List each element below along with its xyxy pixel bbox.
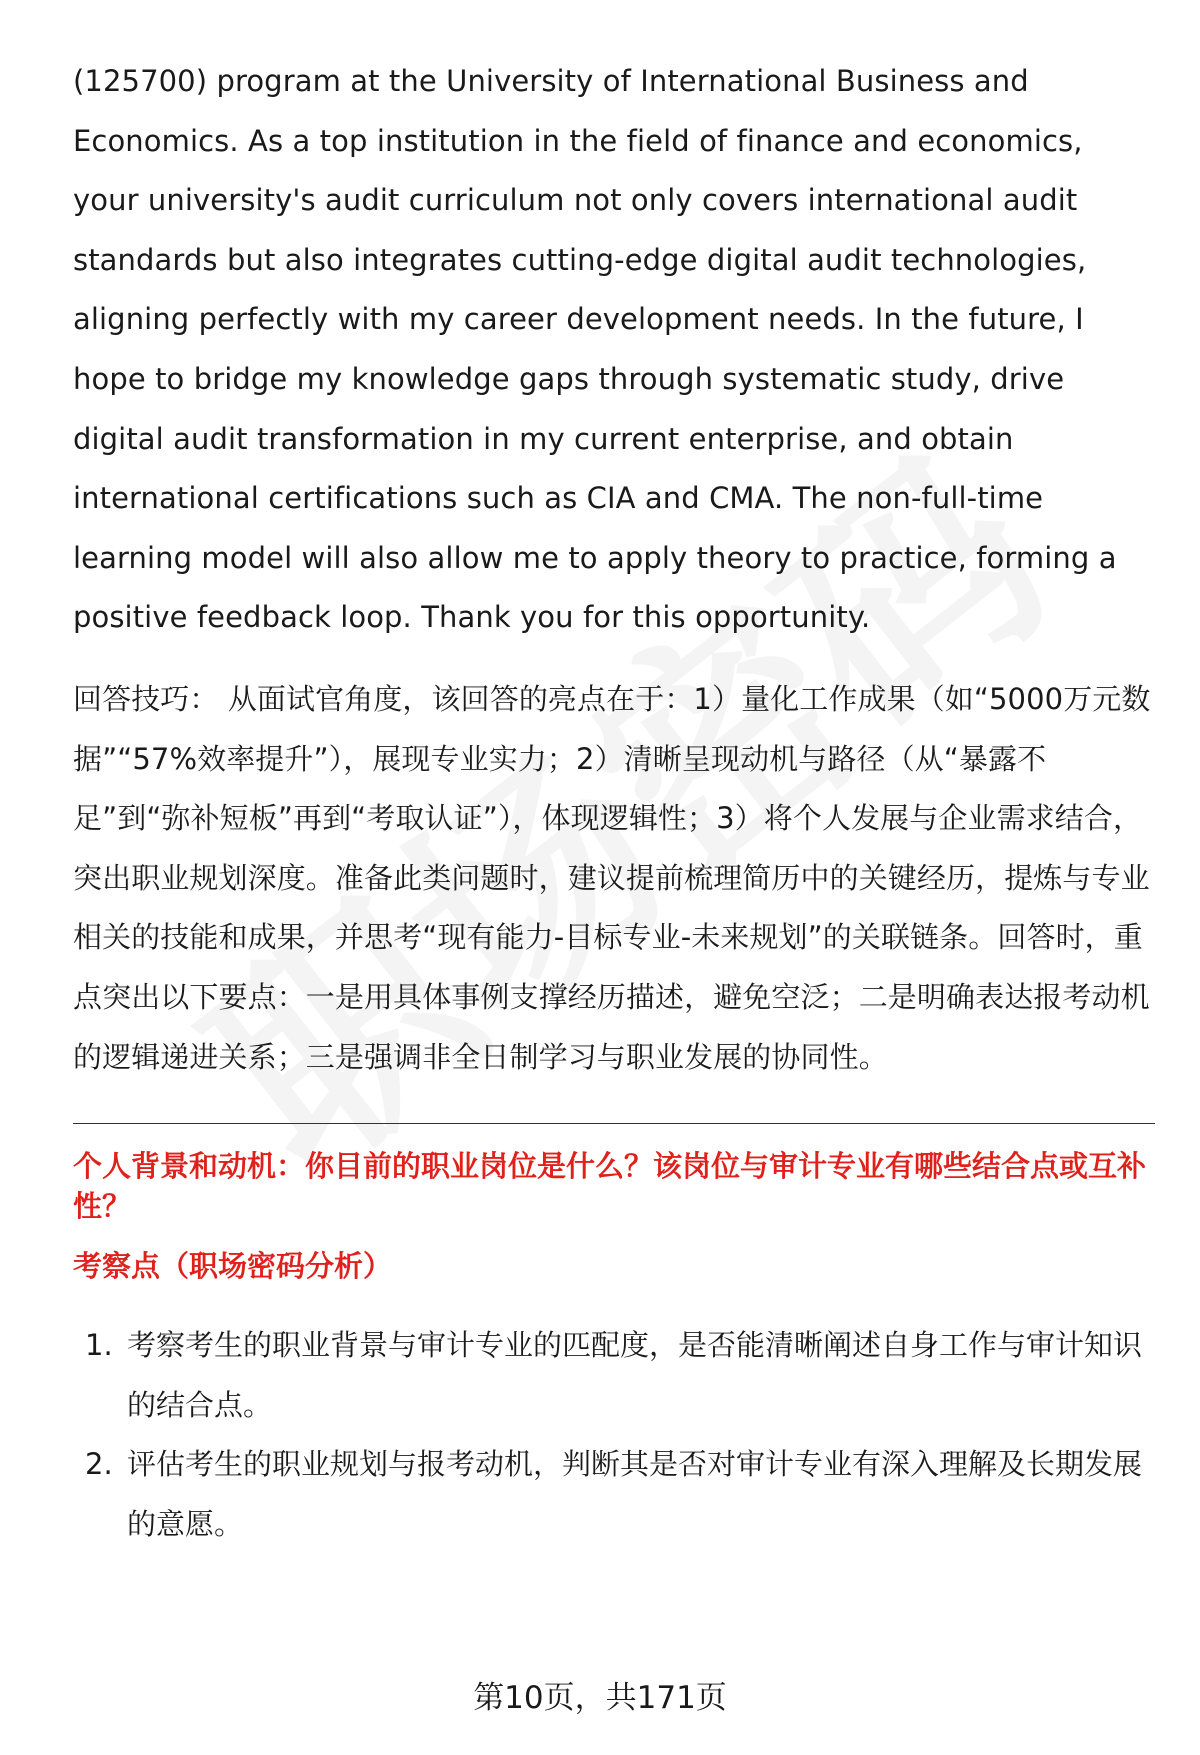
list-item <box>73 1316 1153 1435</box>
answer-tips-paragraph: 回答技巧： 从面试官角度，该回答的亮点在于：1）量化工作成果（如“5000万元数据”“57%效率提升”），展现专业实力；2）清晰呈现动机与路径（从“暴露不足”到“弥补短板”再到“考取认证”），体现逻辑性；3）将个人发展与企业需求结合，突出职业规划深度。准备此类问题时，建议提前梳理简历中的关键经历，提炼与专业相关的技能和成果，并思考“现有能力-目标专业-未来规划”的关联链条。回答时，重点突出以下要点：一是用具体事例支撑经历描述，避免空泛；二是明确表达报考动机的逻辑递进关系；三是强调非全日制学习与职业发展的协同性。 <box>73 681 1151 1074</box>
page-footer: 第10页，共171页 <box>473 1680 727 1716</box>
list-item-text: 评估考生的职业规划与报考动机，判断其是否对审计专业有深入理解及长期发展的意愿。 <box>127 1447 1143 1541</box>
list-item <box>73 1435 1153 1554</box>
section-divider <box>73 1123 1155 1124</box>
question-heading: 个人背景和动机：你目前的职业岗位是什么？该岗位与审计专业有哪些结合点或互补性？ <box>73 1149 1147 1224</box>
list-item-number: 2. <box>85 1447 113 1482</box>
list-item-number: 1. <box>85 1328 113 1363</box>
document-page <box>73 52 1153 1554</box>
exam-points-heading: 考察点（职场密码分析） <box>73 1249 393 1284</box>
list-item-text: 考察考生的职业背景与审计专业的匹配度，是否能清晰阐述自身工作与审计知识的结合点。 <box>127 1328 1143 1422</box>
exam-points-list <box>73 1316 1153 1554</box>
answer-paragraph-end: (125700) program at the University of International Business and Economics. As a top institution in the field of finance and economics, your university's audit curriculum not only covers international audit standards but also integrates cutting-edge digital audit technologies, aligning perfectly with my career development needs. In the future, I hope to bridge my knowledge gaps through systematic study, drive digital audit transformation in my current enterprise, and obtain international certifications such as CIA and CMA. The non-full-time learning model will also allow me to apply theory to practice, forming a positive feedback loop. Thank you for this opportunity. <box>73 64 1117 635</box>
